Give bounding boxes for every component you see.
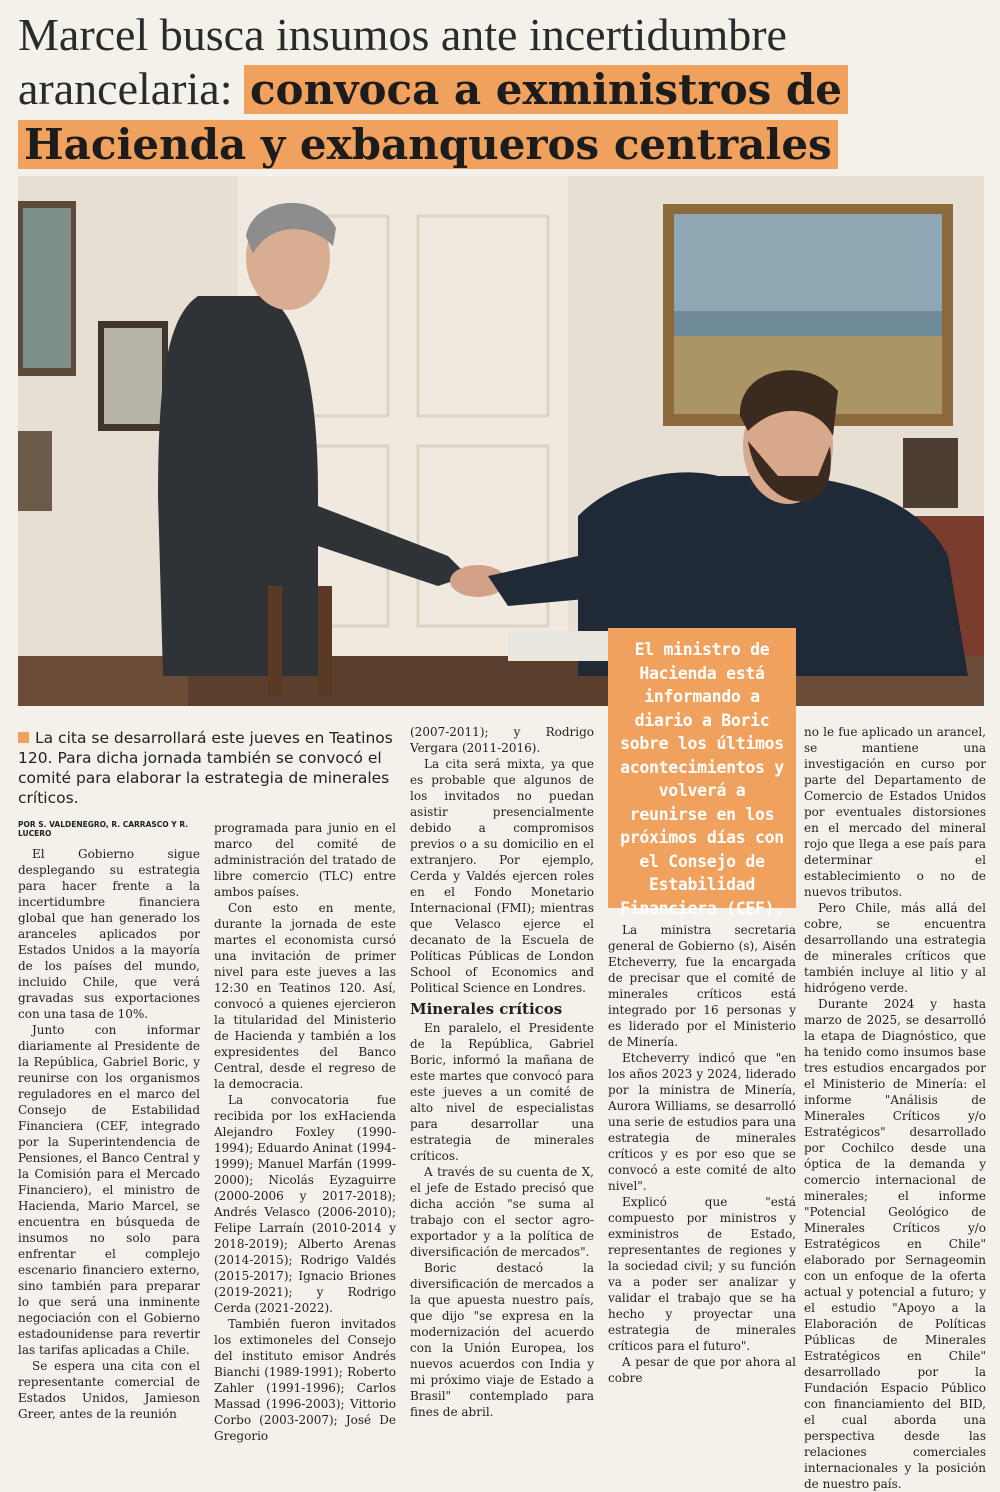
paragraph: Boric destacó la diversificación de mercados a la que apuesta nuestro país, que dijo "se expresa en la modernización del acuerdo con la Unión Europea, los nuevos acuerdos con India y mi próximo viaje de Estado a Brasil" contemplado para fines de abril. [410, 1261, 594, 1419]
headline-plain: Marcel busca insumos ante incertidumbre arancelaria: [18, 9, 787, 114]
paragraph: El Gobierno sigue desplegando su estrategia para hacer frente a la incertidumbre financiera global que han generado los aranceles aplicados por Estados Unidos a la mayoría de los países del mundo, incluido Chile, que verá gravadas sus exportaciones con una tasa de 10%. [18, 847, 200, 1021]
paragraph: En paralelo, el Presidente de la República, Gabriel Boric, informó la mañana de este martes que convocó para este jueves a un comité de alto nivel de especialistas para desarrollar una estrategia de minerales críticos. [410, 1021, 594, 1163]
section-heading: Minerales críticos [410, 1000, 563, 1018]
lead-paragraph [18, 728, 402, 808]
lead-text: La cita se desarrollará este jueves en Teatinos 120. Para dicha jornada también se convocó el comité para elaborar la estrategia de minerales críticos. [18, 729, 393, 807]
paragraph: A través de su cuenta de X, el jefe de Estado precisó que dicha acción "se suma al trabajo con el sector agro-exportador y a la política de diversificación de mercados". [410, 1165, 594, 1259]
paragraph: La ministra secretaria general de Gobierno (s), Aisén Etcheverry, fue la encargada de precisar que el comité de minerales críticos está integrado por 16 personas y es liderado por el Ministerio de Minería. [608, 923, 796, 1049]
headline [18, 8, 988, 172]
paragraph: Junto con informar diariamente al Presidente de la República, Gabriel Boric, y reunirse con los organismos reguladores en el marco del Consejo de Estabilidad Financiera (CEF, integrado por la Superintendencia de Pensiones, el Banco Central y la Comisión para el Mercado Financiero), el ministro de Hacienda, Mario Marcel, se encuentra en búsqueda de insumos no solo para enfrentar el complejo escenario financiero externo, sino también para preparar lo que será una inminente negociación con el Gobierno estadounidense para revertir las tarifas aplicadas a Chile. [18, 1023, 200, 1357]
column-2 [214, 820, 396, 1444]
paragraph: Explicó que "está compuesto por ministros y exministros de Estado, representantes de regiones y la sociedad civil; y su función va a poder ser analizar y validar el trabajo que se ha hecho y proyectar una estrategia de minerales críticos para el futuro". [608, 1195, 796, 1353]
paragraph: La convocatoria fue recibida por los exHacienda Alejandro Foxley (1990-1994); Eduardo Aninat (1994-1999); Manuel Marfán (1999-2000); Nicolás Eyzaguirre (2000-2006 y 2017-2018); Andrés Velasco (2006-2010); Felipe Larraín (2010-2014 y 2018-2019); Alberto Arenas (2014-2015); Rodrigo Valdés (2015-2017); Ignacio Briones (2019-2021); y Rodrigo Cerda (2021-2022). [214, 1093, 396, 1315]
paragraph: Con esto en mente, durante la jornada de este martes el economista cursó una invitación de primer nivel para este jueves a las 12:30 en Teatinos 120. Así, convocó a quienes ejercieron la titularidad del Ministerio de Hacienda y también a los expresidentes del Banco Central, desde el regreso de la democracia. [214, 901, 396, 1091]
photo-illustration [18, 176, 984, 706]
column-5 [804, 724, 986, 1492]
article-photo [18, 176, 984, 706]
column-1 [18, 846, 200, 1422]
paragraph: no le fue aplicado un arancel, se mantiene una investigación en curso por parte del Departamento de Comercio de Estados Unidos por eventuales distorsiones en el mercado del mineral rojo que llega a ese país para determinar el establecimiento o no de nuevos tributos. [804, 725, 986, 899]
column-4 [608, 922, 796, 1386]
pull-quote: El ministro de Hacienda está informando a diario a Boric sobre los últimos acontecimientos y volverá a reunirse en los próximos días con el Consejo de Estabilidad Financiera (CEF). [608, 628, 796, 908]
bullet-square-icon [18, 732, 29, 743]
paragraph: (2007-2011); y Rodrigo Vergara (2011-2016). [410, 725, 594, 755]
paragraph: También fueron invitados los extimoneles del Consejo del instituto emisor Andrés Bianchi (1989-1991); Roberto Zahler (1991-1996); Carlos Massad (1996-2003); Vittorio Corbo (2003-2007); José De Gregorio [214, 1317, 396, 1443]
column-3 [410, 724, 594, 1420]
paragraph: Pero Chile, más allá del cobre, se encuentra desarrollando una estrategia de minerales críticos que también incluye al litio y al hidrógeno verde. [804, 901, 986, 995]
byline: POR S. VALDENEGRO, R. CARRASCO Y R. LUCERO [18, 820, 189, 838]
paragraph: programada para junio en el marco del comité de administración del tratado de libre comercio (TLC) entre ambos países. [214, 821, 396, 899]
paragraph: Etcheverry indicó que "en los años 2023 y 2024, liderado por la ministra de Minería, Aurora Williams, se desarrolló una serie de estudios para una estrategia de minerales críticos y es por eso que se convocó a este comité de alto nivel". [608, 1051, 796, 1193]
paragraph: Se espera una cita con el representante comercial de Estados Unidos, Jamieson Greer, antes de la reunión [18, 1359, 200, 1421]
paragraph: Durante 2024 y hasta marzo de 2025, se desarrolló la etapa de Diagnóstico, que ha tenido como insumos base tres estudios encargados por el Ministerio de Minería: el informe "Análisis de Minerales Críticos y/o Estratégicos" desarrollado por Cochilco desde una óptica de la demanda y comercio internacional de minerales; el informe "Potencial Geológico de Minerales Críticos y/o Estratégicos en Chile" elaborado por Sernageomin con un enfoque de la oferta actual y potencial a futuro; y el estudio "Apoyo a la Elaboración de Políticas Públicas de Minerales Estratégicos en Chile" desarrollado por la Fundación Espacio Público con financiamiento del BID, el cual aborda una perspectiva desde las relaciones comerciales internacionales y la posición de nuestro país. [804, 997, 986, 1491]
paragraph: La cita será mixta, ya que es probable que algunos de los invitados no puedan asistir presencialmente debido a compromisos previos o a su domicilio en el extranjero. Por ejemplo, Cerda y Valdés ejercen roles en el Fondo Monetario Internacional (FMI); mientras que Velasco ejerce el decanato de la Escuela de Políticas Públicas de London School of Economics and Political Science en Londres. [410, 757, 594, 995]
paragraph: A pesar de que por ahora al cobre [608, 1355, 796, 1385]
headline-highlight: convoca a exministros de Hacienda y exbanqueros centrales [18, 65, 848, 169]
